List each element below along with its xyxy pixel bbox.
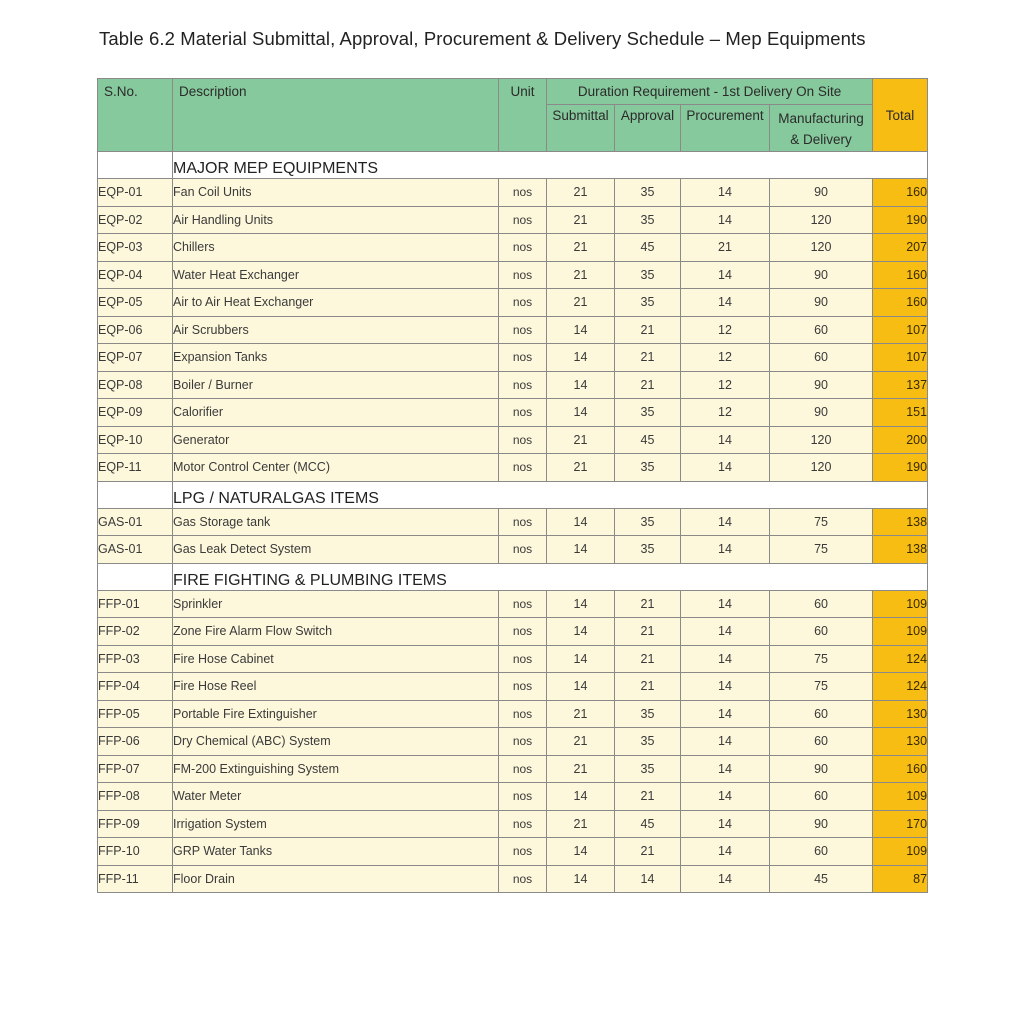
cell-procurement: 14	[681, 289, 770, 317]
cell-submittal: 14	[547, 645, 615, 673]
cell-manufacturing: 60	[770, 618, 873, 646]
cell-total: 151	[873, 399, 928, 427]
cell-manufacturing: 90	[770, 399, 873, 427]
cell-submittal: 21	[547, 261, 615, 289]
cell-total: 107	[873, 344, 928, 372]
cell-unit: nos	[499, 838, 547, 866]
cell-unit: nos	[499, 618, 547, 646]
cell-manufacturing: 60	[770, 590, 873, 618]
cell-approval: 21	[615, 590, 681, 618]
cell-total: 137	[873, 371, 928, 399]
cell-unit: nos	[499, 454, 547, 482]
cell-submittal: 21	[547, 426, 615, 454]
cell-submittal: 14	[547, 590, 615, 618]
cell-approval: 35	[615, 289, 681, 317]
cell-sno: EQP-04	[98, 261, 173, 289]
cell-unit: nos	[499, 289, 547, 317]
cell-description: Irrigation System	[173, 810, 499, 838]
table-row	[98, 673, 928, 701]
cell-submittal: 14	[547, 673, 615, 701]
cell-unit: nos	[499, 783, 547, 811]
cell-submittal: 21	[547, 289, 615, 317]
cell-procurement: 14	[681, 783, 770, 811]
cell-submittal: 14	[547, 536, 615, 564]
table-row	[98, 618, 928, 646]
cell-submittal: 14	[547, 399, 615, 427]
cell-submittal: 21	[547, 179, 615, 207]
cell-description: Boiler / Burner	[173, 371, 499, 399]
header-unit: Unit	[499, 79, 547, 152]
cell-approval: 35	[615, 206, 681, 234]
header-submittal: Submittal	[547, 105, 615, 152]
cell-sno: EQP-09	[98, 399, 173, 427]
cell-approval: 21	[615, 673, 681, 701]
cell-manufacturing: 120	[770, 454, 873, 482]
cell-total: 138	[873, 508, 928, 536]
cell-total: 109	[873, 590, 928, 618]
cell-unit: nos	[499, 316, 547, 344]
cell-sno: EQP-10	[98, 426, 173, 454]
cell-approval: 45	[615, 234, 681, 262]
cell-procurement: 21	[681, 234, 770, 262]
cell-procurement: 12	[681, 399, 770, 427]
cell-approval: 21	[615, 344, 681, 372]
cell-sno: FFP-10	[98, 838, 173, 866]
cell-description: Chillers	[173, 234, 499, 262]
cell-manufacturing: 60	[770, 316, 873, 344]
cell-sno: EQP-07	[98, 344, 173, 372]
cell-approval: 35	[615, 755, 681, 783]
cell-sno: FFP-02	[98, 618, 173, 646]
cell-total: 160	[873, 261, 928, 289]
cell-description: Water Meter	[173, 783, 499, 811]
section-title: FIRE FIGHTING & PLUMBING ITEMS	[173, 563, 928, 590]
cell-unit: nos	[499, 590, 547, 618]
cell-unit: nos	[499, 234, 547, 262]
cell-procurement: 12	[681, 316, 770, 344]
cell-total: 107	[873, 316, 928, 344]
section-header-row	[98, 152, 928, 179]
cell-sno: FFP-08	[98, 783, 173, 811]
cell-description: GRP Water Tanks	[173, 838, 499, 866]
cell-approval: 21	[615, 645, 681, 673]
cell-procurement: 12	[681, 344, 770, 372]
cell-procurement: 14	[681, 865, 770, 893]
header-duration-group: Duration Requirement - 1st Delivery On Site	[547, 79, 873, 105]
table-row	[98, 810, 928, 838]
cell-total: 87	[873, 865, 928, 893]
cell-total: 109	[873, 783, 928, 811]
cell-manufacturing: 90	[770, 179, 873, 207]
cell-unit: nos	[499, 810, 547, 838]
header-approval: Approval	[615, 105, 681, 152]
cell-submittal: 14	[547, 783, 615, 811]
cell-description: Zone Fire Alarm Flow Switch	[173, 618, 499, 646]
section-header-row	[98, 563, 928, 590]
header-manufacturing-line1: Manufacturing	[778, 111, 864, 126]
cell-manufacturing: 75	[770, 536, 873, 564]
cell-unit: nos	[499, 673, 547, 701]
cell-sno: FFP-07	[98, 755, 173, 783]
table-row	[98, 454, 928, 482]
table-row	[98, 316, 928, 344]
cell-description: Air Scrubbers	[173, 316, 499, 344]
cell-total: 109	[873, 618, 928, 646]
cell-approval: 35	[615, 179, 681, 207]
cell-unit: nos	[499, 865, 547, 893]
cell-sno: FFP-06	[98, 728, 173, 756]
table-row	[98, 700, 928, 728]
section-title: LPG / NATURALGAS ITEMS	[173, 481, 928, 508]
cell-approval: 45	[615, 810, 681, 838]
cell-approval: 35	[615, 454, 681, 482]
cell-sno: EQP-02	[98, 206, 173, 234]
cell-description: Water Heat Exchanger	[173, 261, 499, 289]
cell-unit: nos	[499, 426, 547, 454]
cell-manufacturing: 120	[770, 426, 873, 454]
header-procurement: Procurement	[681, 105, 770, 152]
cell-sno: FFP-04	[98, 673, 173, 701]
header-manufacturing-line2: & Delivery	[790, 132, 852, 147]
cell-approval: 21	[615, 618, 681, 646]
cell-total: 190	[873, 454, 928, 482]
cell-submittal: 14	[547, 344, 615, 372]
cell-description: Expansion Tanks	[173, 344, 499, 372]
cell-sno: FFP-11	[98, 865, 173, 893]
cell-procurement: 12	[681, 371, 770, 399]
table-row	[98, 399, 928, 427]
table-row	[98, 261, 928, 289]
header-total: Total	[873, 79, 928, 152]
cell-procurement: 14	[681, 810, 770, 838]
cell-description: Sprinkler	[173, 590, 499, 618]
cell-procurement: 14	[681, 206, 770, 234]
cell-unit: nos	[499, 344, 547, 372]
cell-submittal: 21	[547, 728, 615, 756]
cell-manufacturing: 60	[770, 838, 873, 866]
cell-procurement: 14	[681, 838, 770, 866]
cell-approval: 35	[615, 399, 681, 427]
cell-sno: EQP-05	[98, 289, 173, 317]
cell-approval: 21	[615, 316, 681, 344]
cell-total: 130	[873, 700, 928, 728]
cell-approval: 35	[615, 508, 681, 536]
cell-submittal: 21	[547, 206, 615, 234]
cell-total: 130	[873, 728, 928, 756]
cell-unit: nos	[499, 755, 547, 783]
table-row	[98, 179, 928, 207]
cell-submittal: 14	[547, 371, 615, 399]
cell-description: Gas Leak Detect System	[173, 536, 499, 564]
table-row	[98, 206, 928, 234]
cell-procurement: 14	[681, 728, 770, 756]
section-title: MAJOR MEP EQUIPMENTS	[173, 152, 928, 179]
cell-manufacturing: 75	[770, 508, 873, 536]
cell-manufacturing: 75	[770, 673, 873, 701]
cell-unit: nos	[499, 645, 547, 673]
cell-sno: EQP-01	[98, 179, 173, 207]
schedule-table	[97, 78, 928, 893]
cell-procurement: 14	[681, 179, 770, 207]
table-row	[98, 865, 928, 893]
header-description: Description	[173, 79, 499, 152]
cell-procurement: 14	[681, 673, 770, 701]
cell-unit: nos	[499, 536, 547, 564]
cell-manufacturing: 90	[770, 810, 873, 838]
cell-description: Gas Storage tank	[173, 508, 499, 536]
cell-manufacturing: 60	[770, 728, 873, 756]
cell-procurement: 14	[681, 508, 770, 536]
cell-approval: 35	[615, 261, 681, 289]
cell-description: Fire Hose Cabinet	[173, 645, 499, 673]
cell-approval: 35	[615, 728, 681, 756]
cell-unit: nos	[499, 371, 547, 399]
cell-procurement: 14	[681, 261, 770, 289]
cell-manufacturing: 75	[770, 645, 873, 673]
cell-manufacturing: 120	[770, 206, 873, 234]
section-spacer	[98, 152, 173, 179]
table-row	[98, 234, 928, 262]
table-row	[98, 838, 928, 866]
cell-manufacturing: 120	[770, 234, 873, 262]
cell-sno: FFP-01	[98, 590, 173, 618]
cell-manufacturing: 45	[770, 865, 873, 893]
cell-submittal: 21	[547, 755, 615, 783]
cell-total: 200	[873, 426, 928, 454]
cell-approval: 35	[615, 700, 681, 728]
cell-total: 160	[873, 289, 928, 317]
table-row	[98, 645, 928, 673]
cell-manufacturing: 60	[770, 700, 873, 728]
cell-procurement: 14	[681, 645, 770, 673]
cell-total: 170	[873, 810, 928, 838]
cell-total: 138	[873, 536, 928, 564]
cell-description: Generator	[173, 426, 499, 454]
cell-sno: GAS-01	[98, 536, 173, 564]
cell-sno: GAS-01	[98, 508, 173, 536]
cell-description: Air to Air Heat Exchanger	[173, 289, 499, 317]
cell-submittal: 21	[547, 810, 615, 838]
table-row	[98, 755, 928, 783]
cell-description: FM-200 Extinguishing System	[173, 755, 499, 783]
section-header-row	[98, 481, 928, 508]
cell-unit: nos	[499, 700, 547, 728]
cell-manufacturing: 90	[770, 261, 873, 289]
cell-submittal: 14	[547, 618, 615, 646]
cell-manufacturing: 60	[770, 344, 873, 372]
table-row	[98, 783, 928, 811]
cell-approval: 14	[615, 865, 681, 893]
cell-submittal: 14	[547, 838, 615, 866]
cell-unit: nos	[499, 179, 547, 207]
cell-procurement: 14	[681, 426, 770, 454]
cell-sno: FFP-03	[98, 645, 173, 673]
cell-description: Fan Coil Units	[173, 179, 499, 207]
cell-procurement: 14	[681, 536, 770, 564]
cell-sno: EQP-08	[98, 371, 173, 399]
cell-submittal: 14	[547, 865, 615, 893]
cell-total: 160	[873, 755, 928, 783]
cell-unit: nos	[499, 728, 547, 756]
cell-procurement: 14	[681, 618, 770, 646]
section-spacer	[98, 563, 173, 590]
table-title: Table 6.2 Material Submittal, Approval, Procurement & Delivery Schedule – Mep Equipments	[99, 28, 866, 49]
table-row	[98, 426, 928, 454]
cell-total: 160	[873, 179, 928, 207]
table-row	[98, 344, 928, 372]
cell-total: 190	[873, 206, 928, 234]
cell-submittal: 14	[547, 316, 615, 344]
cell-manufacturing: 90	[770, 289, 873, 317]
cell-unit: nos	[499, 206, 547, 234]
cell-sno: EQP-03	[98, 234, 173, 262]
cell-description: Fire Hose Reel	[173, 673, 499, 701]
cell-submittal: 21	[547, 700, 615, 728]
table-row	[98, 590, 928, 618]
table-header	[98, 79, 928, 152]
cell-manufacturing: 90	[770, 755, 873, 783]
cell-sno: EQP-06	[98, 316, 173, 344]
section-spacer	[98, 481, 173, 508]
cell-approval: 21	[615, 838, 681, 866]
cell-procurement: 14	[681, 700, 770, 728]
cell-sno: EQP-11	[98, 454, 173, 482]
cell-sno: FFP-09	[98, 810, 173, 838]
cell-approval: 21	[615, 371, 681, 399]
table-row	[98, 289, 928, 317]
cell-submittal: 21	[547, 454, 615, 482]
cell-approval: 21	[615, 783, 681, 811]
cell-approval: 45	[615, 426, 681, 454]
cell-procurement: 14	[681, 755, 770, 783]
cell-total: 124	[873, 673, 928, 701]
cell-manufacturing: 60	[770, 783, 873, 811]
table-row	[98, 508, 928, 536]
cell-description: Floor Drain	[173, 865, 499, 893]
cell-unit: nos	[499, 261, 547, 289]
cell-total: 109	[873, 838, 928, 866]
cell-procurement: 14	[681, 590, 770, 618]
cell-description: Portable Fire Extinguisher	[173, 700, 499, 728]
cell-total: 207	[873, 234, 928, 262]
cell-description: Air Handling Units	[173, 206, 499, 234]
cell-description: Dry Chemical (ABC) System	[173, 728, 499, 756]
cell-procurement: 14	[681, 454, 770, 482]
cell-submittal: 14	[547, 508, 615, 536]
header-manufacturing	[770, 105, 873, 152]
table-body	[98, 152, 928, 893]
cell-manufacturing: 90	[770, 371, 873, 399]
cell-submittal: 21	[547, 234, 615, 262]
header-sno: S.No.	[98, 79, 173, 152]
cell-sno: FFP-05	[98, 700, 173, 728]
cell-description: Calorifier	[173, 399, 499, 427]
cell-unit: nos	[499, 508, 547, 536]
cell-description: Motor Control Center (MCC)	[173, 454, 499, 482]
table-row	[98, 728, 928, 756]
cell-unit: nos	[499, 399, 547, 427]
table-row	[98, 371, 928, 399]
table-row	[98, 536, 928, 564]
cell-total: 124	[873, 645, 928, 673]
cell-approval: 35	[615, 536, 681, 564]
